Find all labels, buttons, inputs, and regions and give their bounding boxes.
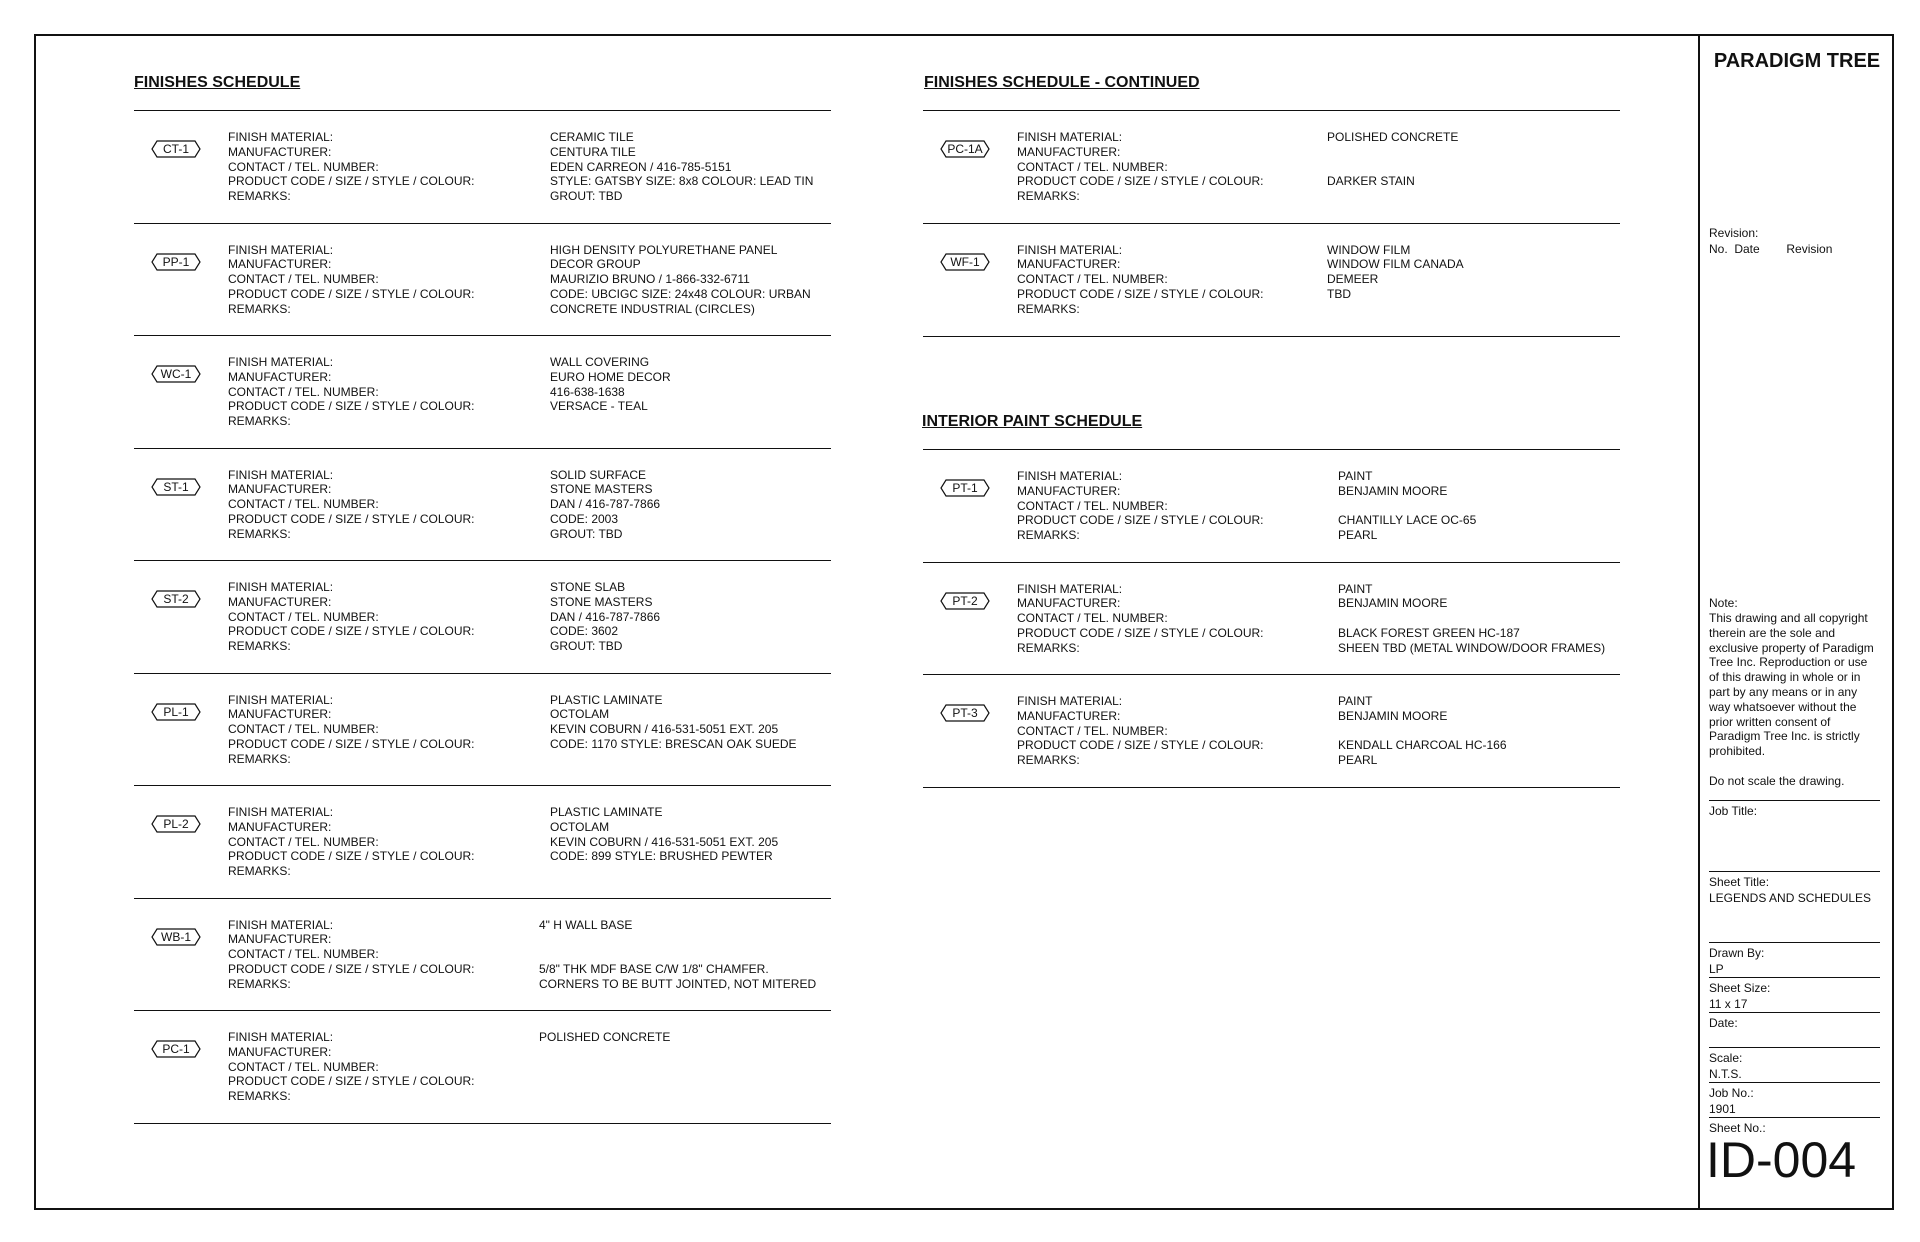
field-value: BENJAMIN MOORE bbox=[1338, 596, 1448, 611]
field-value: BLACK FOREST GREEN HC-187 bbox=[1338, 625, 1520, 640]
field-label: FINISH MATERIAL: bbox=[1017, 242, 1123, 257]
field-value bbox=[1338, 611, 1605, 626]
field-value: CODE: UBCIGC SIZE: 24x48 COLOUR: URBAN bbox=[550, 286, 811, 301]
note-line: prohibited. bbox=[1709, 744, 1766, 759]
schedule-entry bbox=[923, 674, 1620, 788]
field-value bbox=[550, 414, 671, 429]
schedule-entry bbox=[923, 110, 1620, 222]
field-label: CONTACT / TEL. NUMBER: bbox=[1017, 498, 1168, 513]
field-values bbox=[539, 918, 816, 992]
finish-tag bbox=[151, 365, 201, 383]
field-value: CORNERS TO BE BUTT JOINTED, NOT MITERED bbox=[539, 976, 817, 991]
field-value: PEARL bbox=[1338, 528, 1378, 543]
field-value: CODE: 2003 bbox=[550, 511, 619, 526]
field-label: MANUFACTURER: bbox=[228, 1044, 332, 1059]
date-label: Date: bbox=[1709, 1016, 1738, 1030]
field-value: EDEN CARREON / 416-785-5151 bbox=[550, 159, 732, 174]
field-value bbox=[1338, 499, 1476, 514]
field-value bbox=[539, 1045, 670, 1060]
field-value: HIGH DENSITY POLYURETHANE PANEL bbox=[550, 242, 778, 257]
field-label: FINISH MATERIAL: bbox=[1017, 130, 1123, 144]
divider bbox=[1709, 800, 1880, 801]
field-values bbox=[1338, 694, 1507, 768]
finish-tag-label: WF-1 bbox=[950, 254, 980, 269]
field-label: PRODUCT CODE / SIZE / STYLE / COLOUR: bbox=[228, 624, 475, 639]
field-value: STYLE: GATSBY SIZE: 8x8 COLOUR: LEAD TIN bbox=[550, 174, 814, 189]
finish-tag-label: PL-2 bbox=[163, 817, 189, 831]
sheet-title-label: Sheet Title: bbox=[1709, 875, 1770, 889]
field-values bbox=[1327, 130, 1458, 204]
schedule-entry bbox=[134, 448, 831, 560]
field-label: CONTACT / TEL. NUMBER: bbox=[1017, 272, 1168, 287]
field-value: VERSACE - TEAL bbox=[550, 399, 648, 414]
field-value: GROUT: TBD bbox=[550, 189, 623, 204]
field-label: MANUFACTURER: bbox=[1017, 144, 1121, 159]
field-value: 5/8" THK MDF BASE C/W 1/8" CHAMFER. bbox=[539, 961, 769, 976]
field-label: PRODUCT CODE / SIZE / STYLE / COLOUR: bbox=[1017, 738, 1264, 753]
field-labels bbox=[228, 355, 475, 429]
field-value: STONE MASTERS bbox=[550, 482, 653, 497]
field-label: FINISH MATERIAL: bbox=[228, 242, 334, 257]
field-value: STONE SLAB bbox=[550, 580, 626, 594]
schedule-entry bbox=[134, 223, 831, 335]
field-labels bbox=[228, 130, 475, 204]
finish-tag bbox=[151, 928, 201, 946]
field-label: FINISH MATERIAL: bbox=[228, 355, 334, 369]
field-label: REMARKS: bbox=[228, 976, 291, 991]
divider bbox=[1709, 1047, 1880, 1048]
finish-tag bbox=[151, 703, 201, 721]
field-value: PAINT bbox=[1338, 469, 1373, 483]
drawn-by-label: Drawn By: bbox=[1709, 946, 1765, 960]
finish-tag bbox=[940, 253, 990, 271]
note-line: way whatsoever without the bbox=[1709, 699, 1857, 714]
note-label: Note: bbox=[1709, 596, 1738, 610]
field-values bbox=[1338, 469, 1476, 543]
field-label: REMARKS: bbox=[1017, 189, 1080, 204]
field-value: 4" H WALL BASE bbox=[539, 917, 633, 932]
field-value: CODE: 3602 bbox=[550, 624, 619, 639]
field-value bbox=[1327, 302, 1464, 317]
field-label: PRODUCT CODE / SIZE / STYLE / COLOUR: bbox=[228, 174, 475, 189]
field-value: BENJAMIN MOORE bbox=[1338, 483, 1448, 498]
field-value: STONE MASTERS bbox=[550, 594, 653, 609]
finish-tag-label: PC-1 bbox=[162, 1042, 190, 1056]
finish-tag-label: PT-2 bbox=[952, 593, 978, 608]
field-label: REMARKS: bbox=[1017, 528, 1080, 543]
schedule-entry bbox=[134, 335, 831, 447]
schedule-entry bbox=[134, 785, 831, 897]
field-values bbox=[550, 805, 778, 879]
field-label: PRODUCT CODE / SIZE / STYLE / COLOUR: bbox=[228, 736, 475, 751]
schedule-entry bbox=[134, 110, 831, 222]
schedule-entry bbox=[134, 898, 831, 1010]
field-label: MANUFACTURER: bbox=[228, 482, 332, 497]
field-value bbox=[539, 932, 816, 947]
field-label: CONTACT / TEL. NUMBER: bbox=[228, 384, 379, 399]
field-label: REMARKS: bbox=[228, 414, 291, 429]
note-line: exclusive property of Paradigm bbox=[1709, 640, 1874, 655]
field-value bbox=[539, 1060, 670, 1075]
finish-tag-label: ST-2 bbox=[163, 592, 189, 606]
field-value: DECOR GROUP bbox=[550, 257, 641, 272]
field-value: MAURIZIO BRUNO / 1-866-332-6711 bbox=[550, 272, 750, 287]
field-label: MANUFACTURER: bbox=[1017, 708, 1121, 723]
finish-tag-label: PL-1 bbox=[163, 704, 189, 719]
field-labels bbox=[1017, 130, 1264, 204]
field-label: REMARKS: bbox=[228, 189, 291, 204]
field-label: MANUFACTURER: bbox=[228, 257, 332, 272]
field-label: MANUFACTURER: bbox=[228, 819, 332, 834]
field-label: CONTACT / TEL. NUMBER: bbox=[228, 834, 379, 849]
field-label: FINISH MATERIAL: bbox=[228, 130, 334, 144]
finish-tag bbox=[151, 478, 201, 496]
field-label: CONTACT / TEL. NUMBER: bbox=[228, 947, 379, 962]
field-label: REMARKS: bbox=[228, 526, 291, 541]
field-value: PLASTIC LAMINATE bbox=[550, 805, 663, 819]
field-value bbox=[1327, 160, 1458, 175]
field-labels bbox=[228, 693, 475, 767]
field-value: DAN / 416-787-7866 bbox=[550, 497, 661, 512]
finishes-schedule-title: FINISHES SCHEDULE bbox=[134, 74, 301, 91]
revision-header: No. Date Revision bbox=[1709, 242, 1833, 256]
field-value bbox=[550, 864, 778, 879]
field-value: CODE: 1170 STYLE: BRESCAN OAK SUEDE bbox=[550, 736, 797, 751]
field-label: MANUFACTURER: bbox=[228, 144, 332, 159]
field-label: FINISH MATERIAL: bbox=[1017, 469, 1123, 483]
field-value: GROUT: TBD bbox=[550, 639, 623, 654]
job-no-value: 1901 bbox=[1709, 1102, 1736, 1116]
scale-label: Scale: bbox=[1709, 1051, 1743, 1065]
field-value: OCTOLAM bbox=[550, 819, 610, 834]
field-value bbox=[1327, 189, 1458, 204]
field-label: MANUFACTURER: bbox=[228, 594, 332, 609]
finish-tag bbox=[940, 592, 990, 610]
field-label: REMARKS: bbox=[228, 751, 291, 766]
field-value: CODE: 899 STYLE: BRUSHED PEWTER bbox=[550, 849, 773, 864]
field-values bbox=[1327, 243, 1464, 317]
field-values bbox=[550, 468, 660, 542]
divider bbox=[1709, 977, 1880, 978]
finishes-continued-title: FINISHES SCHEDULE - CONTINUED bbox=[924, 74, 1200, 91]
field-label: PRODUCT CODE / SIZE / STYLE / COLOUR: bbox=[228, 961, 475, 976]
finish-tag bbox=[940, 704, 990, 722]
field-value: GROUT: TBD bbox=[550, 526, 623, 541]
job-title-label: Job Title: bbox=[1709, 804, 1758, 818]
drawn-by-value: LP bbox=[1709, 962, 1724, 976]
field-labels bbox=[1017, 243, 1264, 317]
field-values bbox=[550, 130, 813, 204]
divider bbox=[1709, 1082, 1880, 1083]
field-labels bbox=[1017, 582, 1264, 656]
field-label: PRODUCT CODE / SIZE / STYLE / COLOUR: bbox=[1017, 513, 1264, 528]
field-value: DAN / 416-787-7866 bbox=[550, 609, 661, 624]
scale-value: N.T.S. bbox=[1709, 1067, 1742, 1081]
sheet-title-value: LEGENDS AND SCHEDULES bbox=[1709, 891, 1872, 905]
field-value: PLASTIC LAMINATE bbox=[550, 692, 663, 707]
field-value: CONCRETE INDUSTRIAL (CIRCLES) bbox=[550, 301, 755, 316]
divider bbox=[1709, 942, 1880, 943]
field-value: PAINT bbox=[1338, 694, 1373, 708]
field-label: FINISH MATERIAL: bbox=[228, 580, 334, 594]
field-labels bbox=[1017, 469, 1264, 543]
field-label: FINISH MATERIAL: bbox=[228, 692, 334, 707]
field-value bbox=[1338, 724, 1507, 739]
field-label: CONTACT / TEL. NUMBER: bbox=[228, 609, 379, 624]
field-value: POLISHED CONCRETE bbox=[539, 1030, 671, 1044]
field-value bbox=[539, 1089, 670, 1104]
field-labels bbox=[228, 468, 475, 542]
field-value: KENDALL CHARCOAL HC-166 bbox=[1338, 738, 1507, 753]
field-value bbox=[1327, 145, 1458, 160]
field-label: MANUFACTURER: bbox=[228, 932, 332, 947]
note-line: This drawing and all copyright bbox=[1709, 611, 1868, 625]
note-line: of this drawing in whole or in bbox=[1709, 670, 1861, 685]
field-label: PRODUCT CODE / SIZE / STYLE / COLOUR: bbox=[1017, 625, 1264, 640]
schedule-entry bbox=[923, 223, 1620, 337]
sheet-no-label: Sheet No.: bbox=[1709, 1121, 1766, 1135]
field-label: PRODUCT CODE / SIZE / STYLE / COLOUR: bbox=[228, 849, 475, 864]
field-labels bbox=[1017, 694, 1264, 768]
field-value: DARKER STAIN bbox=[1327, 174, 1415, 189]
field-value: PAINT bbox=[1338, 581, 1373, 596]
field-label: FINISH MATERIAL: bbox=[1017, 694, 1123, 708]
paint-schedule-title: INTERIOR PAINT SCHEDULE bbox=[922, 413, 1143, 430]
finish-tag bbox=[151, 140, 201, 158]
field-value bbox=[539, 947, 816, 962]
field-label: PRODUCT CODE / SIZE / STYLE / COLOUR: bbox=[228, 399, 475, 414]
finish-tag bbox=[940, 140, 990, 158]
sheet-size-value: 11 x 17 bbox=[1709, 997, 1748, 1011]
field-label: PRODUCT CODE / SIZE / STYLE / COLOUR: bbox=[228, 1074, 475, 1089]
field-label: REMARKS: bbox=[228, 1089, 291, 1104]
divider bbox=[1709, 871, 1880, 872]
field-label: PRODUCT CODE / SIZE / STYLE / COLOUR: bbox=[1017, 286, 1264, 301]
field-label: FINISH MATERIAL: bbox=[228, 1030, 334, 1044]
field-values bbox=[539, 1030, 670, 1104]
field-label: PRODUCT CODE / SIZE / STYLE / COLOUR: bbox=[1017, 174, 1264, 189]
field-value: BENJAMIN MOORE bbox=[1338, 708, 1448, 723]
copyright-note bbox=[1709, 611, 1874, 759]
field-label: MANUFACTURER: bbox=[1017, 483, 1121, 498]
finish-tag-label: PC-1A bbox=[947, 142, 983, 156]
finish-tag bbox=[151, 815, 201, 833]
finish-tag-label: WC-1 bbox=[160, 367, 192, 381]
field-label: CONTACT / TEL. NUMBER: bbox=[228, 272, 379, 287]
field-label: MANUFACTURER: bbox=[228, 707, 332, 722]
finish-tag bbox=[151, 590, 201, 608]
finish-tag-label: CT-1 bbox=[162, 142, 189, 156]
field-label: REMARKS: bbox=[1017, 640, 1080, 655]
field-value: KEVIN COBURN / 416-531-5051 EXT. 205 bbox=[550, 834, 779, 849]
field-label: CONTACT / TEL. NUMBER: bbox=[228, 159, 379, 174]
company-name: PARADIGM TREE bbox=[1713, 50, 1881, 72]
field-value: SOLID SURFACE bbox=[550, 467, 647, 482]
field-label: CONTACT / TEL. NUMBER: bbox=[228, 1059, 379, 1074]
field-value: CHANTILLY LACE OC-65 bbox=[1338, 513, 1477, 528]
finish-tag bbox=[940, 479, 990, 497]
field-value: SHEEN TBD (METAL WINDOW/DOOR FRAMES) bbox=[1338, 640, 1606, 655]
field-label: REMARKS: bbox=[228, 639, 291, 654]
schedule-entry bbox=[923, 449, 1620, 561]
field-labels bbox=[228, 918, 475, 992]
field-value: OCTOLAM bbox=[550, 707, 610, 722]
field-label: CONTACT / TEL. NUMBER: bbox=[1017, 723, 1168, 738]
field-value: POLISHED CONCRETE bbox=[1327, 130, 1459, 144]
field-label: REMARKS: bbox=[228, 301, 291, 316]
field-values bbox=[550, 355, 671, 429]
field-label: CONTACT / TEL. NUMBER: bbox=[228, 722, 379, 737]
finish-tag bbox=[151, 253, 201, 271]
field-label: PRODUCT CODE / SIZE / STYLE / COLOUR: bbox=[228, 511, 475, 526]
field-label: FINISH MATERIAL: bbox=[228, 917, 334, 932]
field-label: MANUFACTURER: bbox=[1017, 257, 1121, 272]
field-label: FINISH MATERIAL: bbox=[228, 805, 334, 819]
schedule-entry bbox=[134, 560, 831, 672]
divider bbox=[1709, 1117, 1880, 1118]
sheet-size-label: Sheet Size: bbox=[1709, 981, 1771, 995]
scale-note: Do not scale the drawing. bbox=[1709, 774, 1845, 788]
field-label: CONTACT / TEL. NUMBER: bbox=[1017, 611, 1168, 626]
field-labels bbox=[228, 580, 475, 654]
field-value: CENTURA TILE bbox=[550, 144, 636, 159]
field-labels bbox=[228, 805, 475, 879]
field-value: PEARL bbox=[1338, 753, 1378, 768]
finish-tag-label: PT-3 bbox=[952, 706, 978, 720]
field-label: REMARKS: bbox=[1017, 753, 1080, 768]
field-labels bbox=[228, 1030, 475, 1104]
finish-tag-label: WB-1 bbox=[161, 929, 191, 944]
field-label: PRODUCT CODE / SIZE / STYLE / COLOUR: bbox=[228, 286, 475, 301]
field-labels bbox=[228, 243, 475, 317]
revision-label: Revision: bbox=[1709, 226, 1759, 240]
field-label: CONTACT / TEL. NUMBER: bbox=[228, 497, 379, 512]
field-label: REMARKS: bbox=[1017, 301, 1080, 316]
field-value: DEMEER bbox=[1327, 272, 1379, 287]
note-line: therein are the sole and bbox=[1709, 625, 1836, 640]
finish-tag-label: ST-1 bbox=[163, 479, 189, 494]
field-value: 416-638-1638 bbox=[550, 384, 625, 399]
schedule-entry bbox=[134, 1010, 831, 1124]
field-label: REMARKS: bbox=[228, 864, 291, 879]
finish-tag-label: PT-1 bbox=[952, 481, 978, 495]
field-values bbox=[1338, 582, 1605, 656]
field-value: EURO HOME DECOR bbox=[550, 369, 671, 384]
note-line: prior written consent of bbox=[1709, 714, 1831, 729]
field-value bbox=[539, 1074, 670, 1089]
schedule-entry bbox=[134, 673, 831, 785]
field-values bbox=[550, 693, 797, 767]
field-value: CERAMIC TILE bbox=[550, 130, 634, 144]
field-value: TBD bbox=[1327, 286, 1351, 301]
field-label: FINISH MATERIAL: bbox=[1017, 581, 1123, 596]
field-label: FINISH MATERIAL: bbox=[228, 467, 334, 482]
job-no-label: Job No.: bbox=[1709, 1086, 1754, 1100]
finish-tag bbox=[151, 1040, 201, 1058]
field-value: KEVIN COBURN / 416-531-5051 EXT. 205 bbox=[550, 722, 779, 737]
field-label: MANUFACTURER: bbox=[1017, 596, 1121, 611]
field-label: MANUFACTURER: bbox=[228, 369, 332, 384]
finish-tag-label: PP-1 bbox=[162, 254, 190, 269]
sheet-no-value: ID-004 bbox=[1706, 1132, 1857, 1188]
field-value: WINDOW FILM CANADA bbox=[1327, 257, 1464, 272]
field-values bbox=[550, 243, 811, 317]
field-value: WALL COVERING bbox=[550, 355, 650, 369]
note-line: Tree Inc. Reproduction or use bbox=[1709, 655, 1868, 670]
note-line: part by any means or in any bbox=[1709, 684, 1858, 699]
field-values bbox=[550, 580, 660, 654]
schedule-entry bbox=[923, 562, 1620, 674]
field-label: CONTACT / TEL. NUMBER: bbox=[1017, 159, 1168, 174]
field-value bbox=[550, 752, 797, 767]
note-line: Paradigm Tree Inc. is strictly bbox=[1709, 729, 1860, 744]
divider bbox=[1709, 1012, 1880, 1013]
field-value: WINDOW FILM bbox=[1327, 242, 1411, 257]
